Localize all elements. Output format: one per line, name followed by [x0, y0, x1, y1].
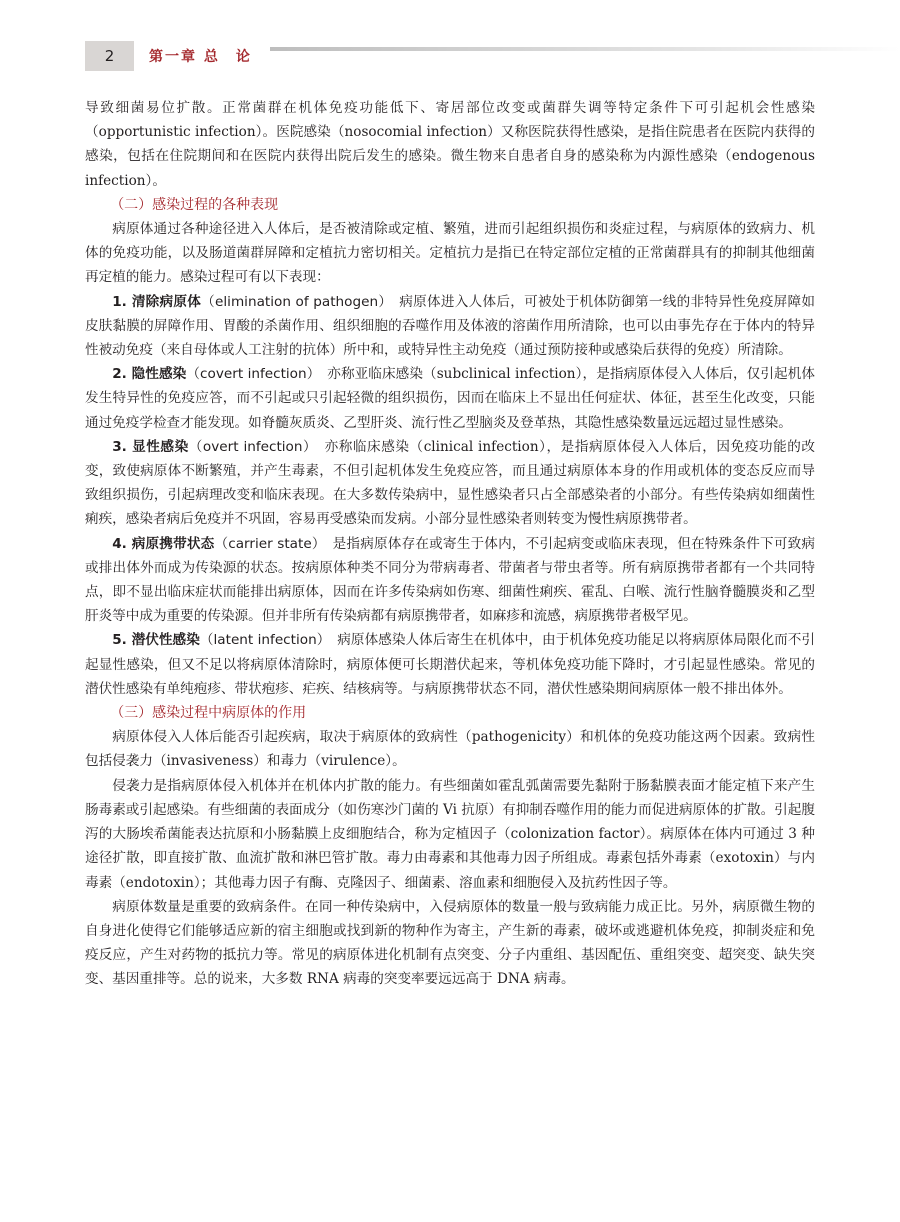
paragraph: 病原体数量是重要的致病条件。在同一种传染病中，入侵病原体的数量一般与致病能力成正比。另外，病原微生物的自身进化使得它们能够适应新的宿主细胞或找到新的物种作为寄主，产生新的毒素，破坏或逃避机体免疫，抑制炎症和免疫反应，产生对药物的抵抗力等。常见的病原体进化机制有点突变、分子内重组、基因配伍、重组突变、超突变、缺失突变、基因重排等。总的说来，大多数 RNA 病毒的突变率要远远高于 DNA 病毒。	[85, 898, 815, 988]
list-item	[85, 435, 815, 532]
chapter-title: 第一章 总 论	[149, 49, 252, 65]
item-body: 亦称临床感染（clinical infection），是指病原体侵入人体后，因免疫功能的改变，致使病原体不断繁殖，并产生毒素，不但引起机体发生免疫应答，而且通过病原体本身的作用或机体的变态反应而导致组织损伤，引起病理改变和临床表现。在大多数传染病中，显性感染者只占全部感染者的小部分。有些传染病如细菌性痢疾，感染者病后免疫并不巩固，容易再受感染而发病。小部分显性感染者则转变为慢性病原携带者。	[85, 438, 815, 528]
item-title: 2. 隐性感染	[112, 366, 187, 383]
item-term: （overt infection）	[188, 438, 311, 455]
item-term: （carrier state）	[214, 535, 319, 552]
list-item	[85, 290, 815, 363]
item-term: （latent infection）	[199, 632, 324, 649]
section-heading: （二）感染过程的各种表现	[110, 196, 279, 213]
page-body	[85, 96, 815, 992]
list-item	[85, 532, 815, 629]
item-term: （elimination of pathogen）	[201, 293, 386, 310]
item-title: 1. 清除病原体	[112, 293, 202, 310]
item-term: （covert infection）	[186, 366, 314, 383]
paragraph: 病原体侵入人体后能否引起疾病，取决于病原体的致病性（pathogenicity）和机体的免疫功能这两个因素。致病性包括侵袭力（invasiveness）和毒力（virulence）。	[85, 729, 815, 770]
paragraph: 导致细菌易位扩散。正常菌群在机体免疫功能低下、寄居部位改变或菌群失调等特定条件下可引起机会性感染（opportunistic infection）。医院感染（nosocomial infection）又称医院获得性感染，是指住院患者在医院内获得的感染，包括在住院期间和在医院内获得出院后发生的感染。微生物来自患者自身的感染称为内源性感染（endogenous infection）。	[85, 100, 815, 189]
paragraph: 病原体通过各种途径进入人体后，是否被清除或定植、繁殖，进而引起组织损伤和炎症过程，与病原体的致病力、机体的免疫功能，以及肠道菌群屏障和定植抗力密切相关。定植抗力是指已在特定部位定植的正常菌群具有的抑制其他细菌再定植的能力。感染过程可有以下表现：	[85, 221, 815, 286]
page-header	[85, 41, 900, 71]
item-body: 亦称亚临床感染（subclinical infection），是指病原体侵入人体后，仅引起机体发生特异性的免疫应答，而不引起或只引起轻微的组织损伤，因而在临床上不显出任何症状、体征，甚至生化改变，只能通过免疫学检查才能发现。如脊髓灰质炎、乙型肝炎、流行性乙型脑炎及登革热，其隐性感染数量远远超过显性感染。	[85, 366, 815, 431]
list-item	[85, 362, 815, 435]
item-title: 5. 潜伏性感染	[112, 632, 200, 649]
list-item	[85, 628, 815, 701]
item-title: 4. 病原携带状态	[112, 535, 215, 552]
item-body: 是指病原体存在或寄生于体内，不引起病变或临床表现，但在特殊条件下可致病或排出体外而成为传染源的状态。按病原体种类不同分为带病毒者、带菌者与带虫者等。所有病原携带者都有一个共同特点，即不显出临床症状而能排出病原体，因而在许多传染病如伤寒、细菌性痢疾、霍乱、白喉、流行性脑脊髓膜炎和乙型肝炎等中成为重要的传染源。但并非所有传染病都有病原携带者，如麻疹和流感，病原携带者极罕见。	[85, 535, 815, 625]
header-rule	[270, 47, 900, 51]
paragraph: 侵袭力是指病原体侵入机体并在机体内扩散的能力。有些细菌如霍乱弧菌需要先黏附于肠黏膜表面才能定植下来产生肠毒素或引起感染。有些细菌的表面成分（如伤寒沙门菌的 Vi 抗原）有抑制吞噬作用的能力而促进病原体的扩散。引起腹泻的大肠埃希菌能表达抗原和小肠黏膜上皮细胞结合，称为定植因子（colonization factor）。病原体在体内可通过 3 种途径扩散，即直接扩散、血流扩散和淋巴管扩散。毒力由毒素和其他毒力因子所组成。毒素包括外毒素（exotoxin）与内毒素（endotoxin）；其他毒力因子有酶、克隆因子、细菌素、溶血素和细胞侵入及抗药性因子等。	[85, 777, 815, 891]
page-number: 2	[85, 41, 134, 71]
section-heading: （三）感染过程中病原体的作用	[110, 705, 307, 722]
item-body: 病原体进入人体后，可被处于机体防御第一线的非特异性免疫屏障如皮肤黏膜的屏障作用、胃酸的杀菌作用、组织细胞的吞噬作用及体液的溶菌作用所清除，也可以由事先存在于体内的特异性被动免疫（来自母体或人工注射的抗体）所中和，或特异性主动免疫（通过预防接种或感染后获得的免疫）所清除。	[85, 293, 815, 359]
item-title: 3. 显性感染	[112, 438, 189, 455]
item-body: 病原体感染人体后寄生在机体中，由于机体免疫功能足以将病原体局限化而不引起显性感染，但又不足以将病原体清除时，病原体便可长期潜伏起来，等机体免疫功能下降时，才引起显性感染。常见的潜伏性感染有单纯疱疹、带状疱疹、疟疾、结核病等。与病原携带状态不同，潜伏性感染期间病原体一般不排出体外。	[85, 632, 815, 697]
